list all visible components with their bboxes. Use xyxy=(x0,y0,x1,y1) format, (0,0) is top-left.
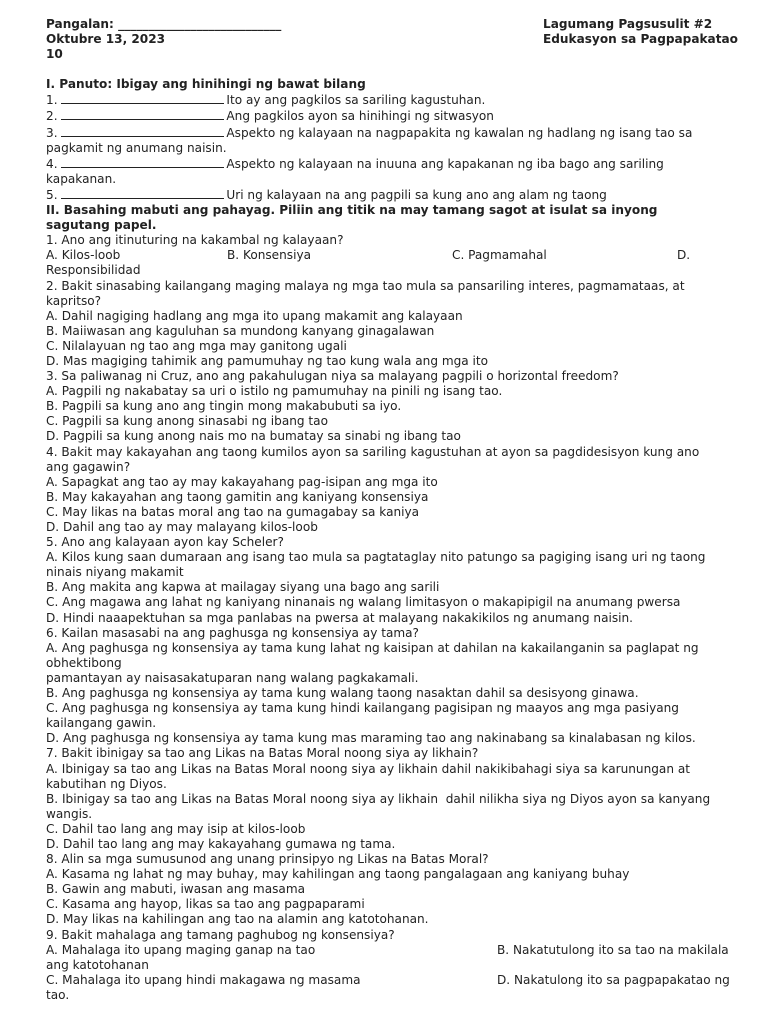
choice-d: D. Mas magiging tahimik ang pamumuhay ng tao kung wala ang mga ito xyxy=(46,353,489,368)
choice-c: C. Mahalaga ito upang hindi makagawa ng masama xyxy=(46,972,361,987)
q9-choices-ab xyxy=(46,943,748,958)
choice-a: A. Kilos-loob xyxy=(46,248,121,263)
subject-label: Edukasyon sa Pagpapakatao xyxy=(543,32,738,47)
choice-b-cont: wangis. xyxy=(46,806,93,821)
answer-blank[interactable] xyxy=(61,92,224,104)
choice-a: A. Sapagkat ang tao ay may kakayahang pag-isipan ang mga ito xyxy=(46,474,438,489)
part1-title: I. Panuto: Ibigay ang hinihingi ng bawat bilang xyxy=(46,77,366,92)
choice-d: D. Dahil ang tao ay may malayang kilos-loob xyxy=(46,520,318,534)
part2-title-cont: sagutang papel. xyxy=(46,218,157,233)
choice-a: A. Ibinigay sa tao ang Likas na Batas Moral noong siya ay likhain dahil nakikibahagi siya sa karunungan at xyxy=(46,761,690,776)
choice-c: C. Pagpili sa kung anong sinasabi ng ibang tao xyxy=(46,414,328,429)
choice-c: C. Dahil tao lang ang may isip at kilos-loob xyxy=(46,821,306,836)
choice-c: C. Kasama ang hayop, likas sa tao ang pagpaparami xyxy=(46,897,365,912)
worksheet-header xyxy=(46,17,748,62)
question-9: 9. Bakit mahalaga ang tamang paghubog ng konsensiya? xyxy=(46,927,395,942)
choice-b: B. Konsensiya xyxy=(227,248,312,263)
question-6: 6. Kailan masasabi na ang paghusga ng konsensiya ay tama? xyxy=(46,625,419,640)
question-7: 7. Bakit ibinigay sa tao ang Likas na Batas Moral noong siya ay likhain? xyxy=(46,746,479,761)
choice-c: C. Ang magawa ang lahat ng kaniyang ninanais ng walang limitasyon o makapipigil na anumang pwersa xyxy=(46,595,681,610)
choice-a: A. Mahalaga ito upang maging ganap na tao xyxy=(46,942,316,957)
choice-a: A. Kilos kung saan dumaraan ang isang tao mula sa pagtataglay nito patungo sa pagiging isang uri ng taong xyxy=(46,550,706,565)
choice-c: C. Ang paghusga ng konsensiya ay tama kung hindi kailangang pagisipan ng maayos ang mga pasiyang xyxy=(46,701,679,716)
answer-blank[interactable] xyxy=(61,125,224,137)
choice-a-cont: pamantayan ay naisasakatuparan nang walang pagkakamali. xyxy=(46,670,419,685)
choice-b: B. Maiiwasan ang kaguluhan sa mundong kanyang ginagalawan xyxy=(46,323,435,338)
choice-b: B. Pagpili sa kung ano ang tingin mong makabubuti sa iyo. xyxy=(46,399,402,414)
q9-choices-cd xyxy=(46,973,748,988)
name-label: Pangalan: ___________________________ xyxy=(46,17,282,31)
q1-choices xyxy=(46,248,748,263)
choice-b: B. May kakayahan ang taong gamitin ang kaniyang konsensiya xyxy=(46,489,429,504)
choice-c: C. May likas na batas moral ang tao na gumagabay sa kaniya xyxy=(46,504,420,519)
choice-a: A. Dahil nagiging hadlang ang mga ito upang makamit ang kalayaan xyxy=(46,308,463,323)
choice-b: B. Ang paghusga ng konsensiya ay tama kung walang taong nasaktan dahil sa desisyong ginawa. xyxy=(46,686,639,701)
choice-d-cont: tao. xyxy=(46,987,70,1002)
choice-d: D. xyxy=(677,248,691,263)
question-1: 1. Ano ang itinuturing na kakambal ng kalayaan? xyxy=(46,233,344,248)
choice-b: B. Nakatutulong ito sa tao na makilala xyxy=(497,942,729,957)
part2-title: II. Basahing mabuti ang pahayag. Piliin ang titik na may tamang sagot at isulat sa inyong xyxy=(46,203,658,218)
answer-blank[interactable] xyxy=(61,156,224,168)
part1-item: 1. Ito ay ang pagkilos sa sariling kagustuhan. xyxy=(46,93,486,108)
choice-a: A. Ang paghusga ng konsensiya ay tama kung lahat ng kaisipan at dahilan na kakailanganin sa paglapat ng xyxy=(46,640,699,655)
choice-b: B. Ang makita ang kapwa at mailagay siyang una bago ang sarili xyxy=(46,580,440,595)
choice-d: D. Pagpili sa kung anong nais mo na bumatay sa sinabi ng ibang tao xyxy=(46,429,461,444)
question-2: 2. Bakit sinasabing kailangang maging malaya ng mga tao mula sa pansariling interes, pagmamataas, at xyxy=(46,278,685,293)
question-3: 3. Sa paliwanag ni Cruz, ano ang pakahulugan niya sa malayang pagpili o horizontal freedom? xyxy=(46,369,619,384)
choice-d: D. May likas na kahilingan ang tao na alamin ang katotohanan. xyxy=(46,912,429,927)
answer-blank[interactable] xyxy=(61,187,224,199)
choice-d: D. Dahil tao lang ang may kakayahang gumawa ng tama. xyxy=(46,836,396,851)
choice-a: A. Kasama ng lahat ng may buhay, may kahilingan ang taong pangalagaan ang kaniyang buhay xyxy=(46,867,630,882)
test-title: Lagumang Pagsusulit #2 xyxy=(543,17,713,31)
choice-c: C. Pagmamahal xyxy=(452,248,547,263)
part1-item: 2. Ang pagkilos ayon sa hinihingi ng sitwasyon xyxy=(46,109,494,124)
part1-item-cont: kapakanan. xyxy=(46,171,117,186)
choice-a-cont: obhektibong xyxy=(46,655,122,670)
choice-a: A. Pagpili ng nakabatay sa uri o istilo ng pamumuhay na pinili ng isang tao. xyxy=(46,384,503,399)
question-2-cont: kapritso? xyxy=(46,293,102,308)
choice-b-cont: ang katotohanan xyxy=(46,957,149,972)
question-4-cont: ang gagawin? xyxy=(46,459,131,474)
question-5: 5. Ano ang kalayaan ayon kay Scheler? xyxy=(46,535,284,550)
choice-d: D. Nakatulong ito sa pagpapakatao ng xyxy=(497,972,730,987)
choice-c-cont: kailangang gawin. xyxy=(46,716,157,731)
part1-item: 5. Uri ng kalayaan na ang pagpili sa kung ano ang alam ng taong xyxy=(46,187,607,202)
grade-label: 10 xyxy=(46,47,63,62)
date-label: Oktubre 13, 2023 xyxy=(46,32,166,47)
choice-d: D. Ang paghusga ng konsensiya ay tama kung mas maraming tao ang nakinabang sa kinalabasan ng kilos. xyxy=(46,731,696,746)
choice-c: C. Nilalayuan ng tao ang mga may ganitong ugali xyxy=(46,338,347,353)
choice-a-cont: kabutihan ng Diyos. xyxy=(46,776,167,791)
choice-b: B. Ibinigay sa tao ang Likas na Batas Moral noong siya ay likhain dahil nilikha siya ng Diyos ayon sa kanyang xyxy=(46,791,711,806)
answer-blank[interactable] xyxy=(61,108,224,120)
part1-item: 4. Aspekto ng kalayaan na inuuna ang kapakanan ng iba bago ang sariling xyxy=(46,156,664,171)
choice-a-cont: ninais niyang makamit xyxy=(46,565,184,580)
part1-item: 3. Aspekto ng kalayaan na nagpapakita ng kawalan ng hadlang ng isang tao sa xyxy=(46,125,693,140)
question-8: 8. Alin sa mga sumusunod ang unang prinsipyo ng Likas na Batas Moral? xyxy=(46,852,489,867)
choice-b: B. Gawin ang mabuti, iwasan ang masama xyxy=(46,882,306,897)
part1-item-cont: pagkamit ng anumang naisin. xyxy=(46,140,227,155)
choice-d-cont: Responsibilidad xyxy=(46,263,141,278)
choice-d: D. Hindi naaapektuhan sa mga panlabas na pwersa at malayang nakakikilos ng anumang naisin. xyxy=(46,610,634,625)
question-4: 4. Bakit may kakayahan ang taong kumilos ayon sa sariling kagustuhan at ayon sa pagdidesisyon kung ano xyxy=(46,444,700,459)
